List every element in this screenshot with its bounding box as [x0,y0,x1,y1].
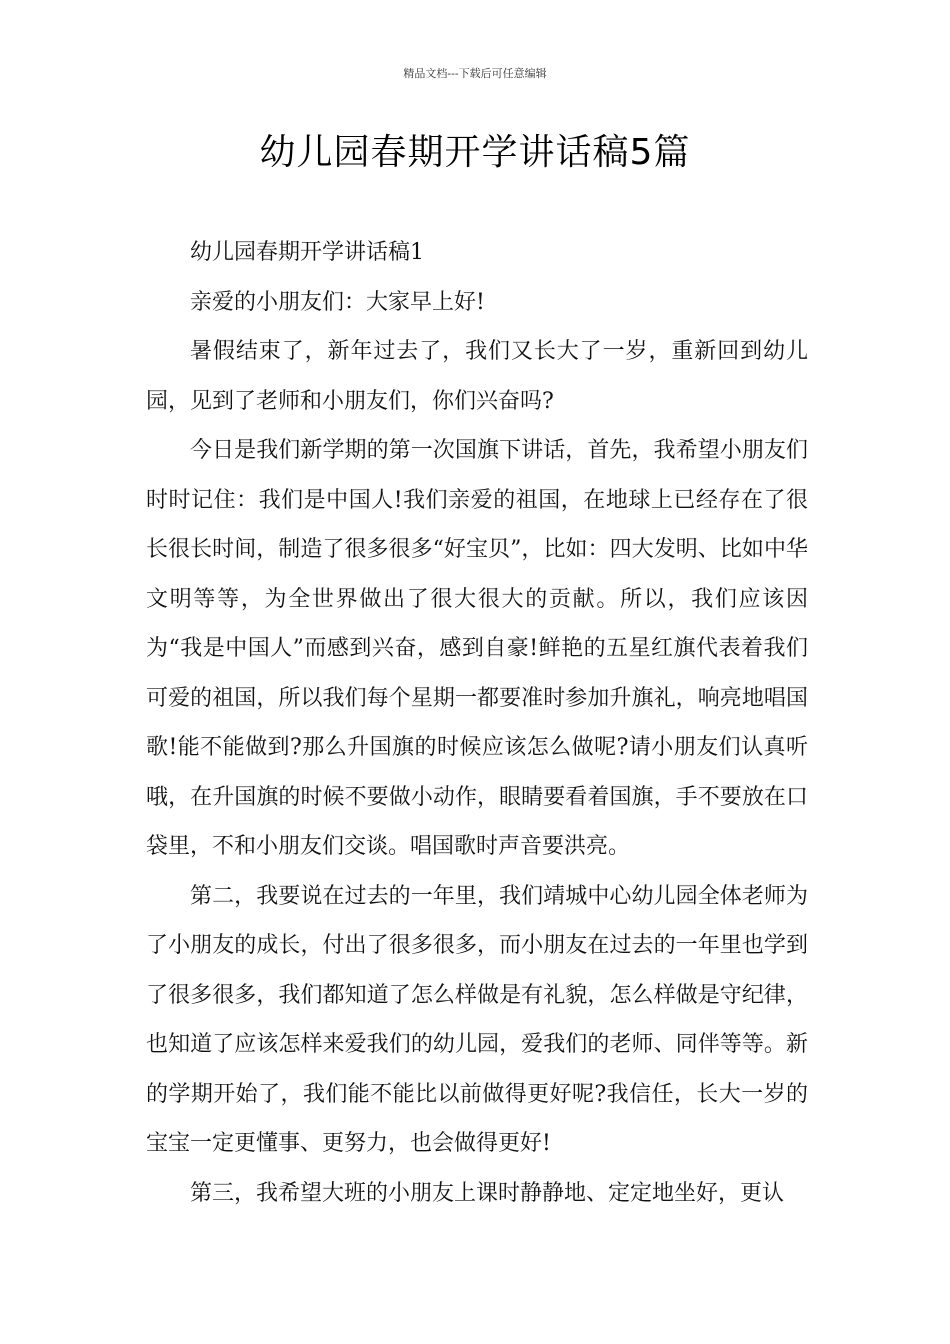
salutation-paragraph: 亲爱的小朋友们：大家早上好! [190,289,485,315]
body-paragraph: 第三，我希望大班的小朋友上课时静静地、定定地坐好，更认 [190,1180,785,1206]
body-paragraph: 暑假结束了，新年过去了，我们又长大了一岁，重新回到幼儿园，见到了老师和小朋友们，你们兴奋吗? [146,339,808,414]
section-heading: 幼儿园春期开学讲话稿1 [190,240,424,265]
body-paragraph: 第二，我要说在过去的一年里，我们靖城中心幼儿园全体老师为了小朋友的成长，付出了很多很多，而小朋友在过去的一年里也学到了很多很多，我们都知道了怎么样做是有礼貌，怎么样做是守纪律，也知道了应该怎样来爱我们的幼儿园，爱我们的老师、同伴等等。新的学期开始了，我们能不能比以前做得更好呢?我信任，长大一岁的宝宝一定更懂事、更努力，也会做得更好! [146,883,808,1156]
header-note: 精品文档---下载后可任意编辑 [403,67,547,80]
document-title: 幼儿园春期开学讲话稿5篇 [259,132,691,173]
body-paragraph: 今日是我们新学期的第一次国旗下讲话，首先，我希望小朋友们时时记住：我们是中国人!我们亲爱的祖国，在地球上已经存在了很长很长时间，制造了很多很多“好宝贝”，比如：四大发明、比如中华文明等等，为全世界做出了很大很大的贡献。所以，我们应该因为“我是中国人”而感到兴奋，感到自豪!鲜艳的五星红旗代表着我们可爱的祖国，所以我们每个星期一都要准时参加升旗礼，响亮地唱国歌!能不能做到?那么升国旗的时候应该怎么做呢?请小朋友们认真听哦，在升国旗的时候不要做小动作，眼睛要看着国旗，手不要放在口袋里，不和小朋友们交谈。唱国歌时声音要洪亮。 [146,438,808,859]
document-body [146,228,808,1218]
